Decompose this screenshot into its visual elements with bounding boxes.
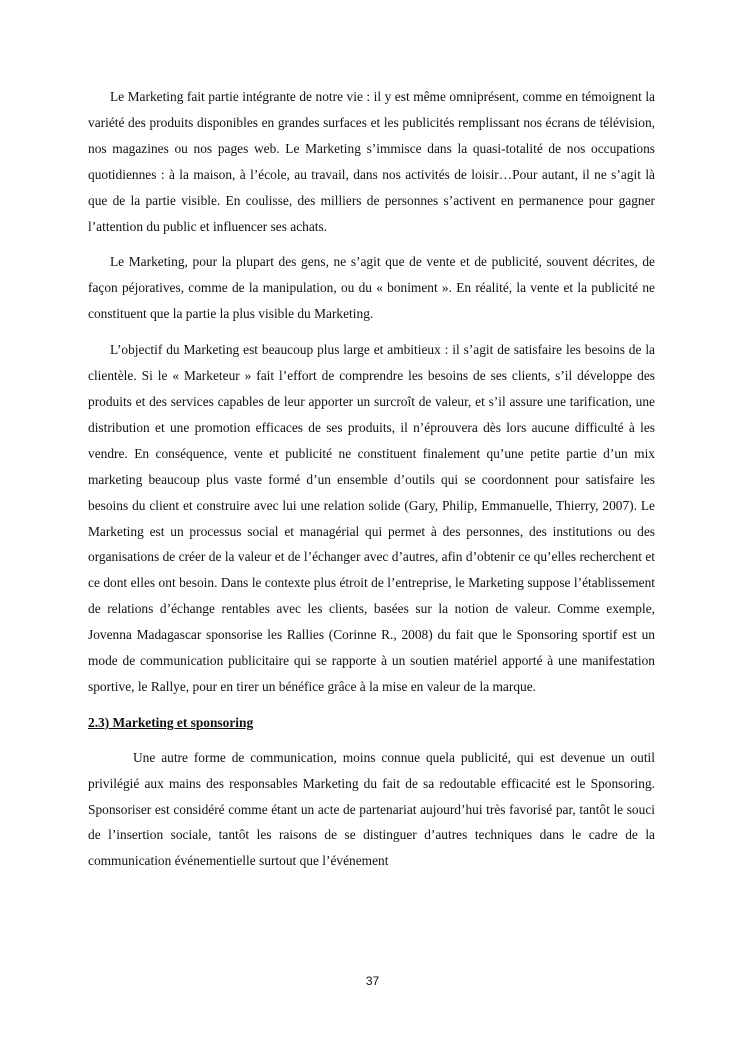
paragraph-sponsoring: Une autre forme de communication, moins connue quela publicité, qui est devenue un outil privilégié aux mains des responsables Marketing du fait de sa redoutable efficacité est le Sponsoring. Sponsoriser est considéré comme étant un acte de partenariat aujourd’hui très favorisé par, tantôt le souci de l’insertion sociale, tantôt les raisons de se distinguer d’autres techniques dans le cadre de la communication événementielle surtout que l’événement <box>88 749 655 869</box>
paragraph-objective: L’objectif du Marketing est beaucoup plus large et ambitieux : il s’agit de satisfaire les besoins de la clientèle. Si le « Marketeur » fait l’effort de comprendre les besoins de ses clients, s’il développe des produits et des services capables de leur apporter un surcroît de valeur, et s’il assure une tarification, une distribution et une promotion efficaces de ses produits, il n’éprouvera dès lors aucune difficulté à les vendre. En conséquence, vente et publicité ne constituent finalement qu’une petite partie d’un mix marketing beaucoup plus vaste formé d’un ensemble d’outils qui se coordonnent pour satisfaire les besoins du client et construire avec lui une relation solide (Gary, Philip, Emmanuelle, Thierry, 2007). Le Marketing est un processus social et managérial qui permet à des personnes, des institutions ou des organisations de créer de la valeur et de l’échanger avec d’autres, afin d’obtenir ce qu’elles recherchent et ce dont elles ont besoin. Dans le contexte plus étroit de l’entreprise, le Marketing suppose l’établissement de relations d’échange rentables avec les clients, basées sur la notion de valeur. Comme exemple, Jovenna Madagascar sponsorise les Rallies (Corinne R., 2008) du fait que le Sponsoring sportif est un mode de communication publicitaire qui se rapporte à un soutien matériel apporté à une manifestation sportive, le Rallye, pour en tirer un bénéfice grâce à la mise en valeur de la marque. <box>88 342 655 694</box>
paragraph-intro: Le Marketing fait partie intégrante de notre vie : il y est même omniprésent, comme en témoignent la variété des produits disponibles en grandes surfaces et les publicités remplissant nos écrans de télévision, nos magazines ou nos pages web. Le Marketing s’immisce dans la quasi-totalité de nos occupations quotidiennes : à la maison, à l’école, au travail, dans nos activités de loisir…Pour autant, il ne s’agit là que de la partie visible. En coulisse, des milliers de personnes s’activent en permanence pour gagner l’attention du public et influencer ses achats. <box>88 89 655 234</box>
section-heading: 2.3) Marketing et sponsoring <box>88 714 254 730</box>
page-body <box>88 84 655 884</box>
page-number: 37 <box>365 974 380 988</box>
paragraph-perception: Le Marketing, pour la plupart des gens, ne s’agit que de vente et de publicité, souvent décrites, de façon péjoratives, comme de la manipulation, ou du « boniment ». En réalité, la vente et la publicité ne constituent que la partie la plus visible du Marketing. <box>88 254 655 322</box>
